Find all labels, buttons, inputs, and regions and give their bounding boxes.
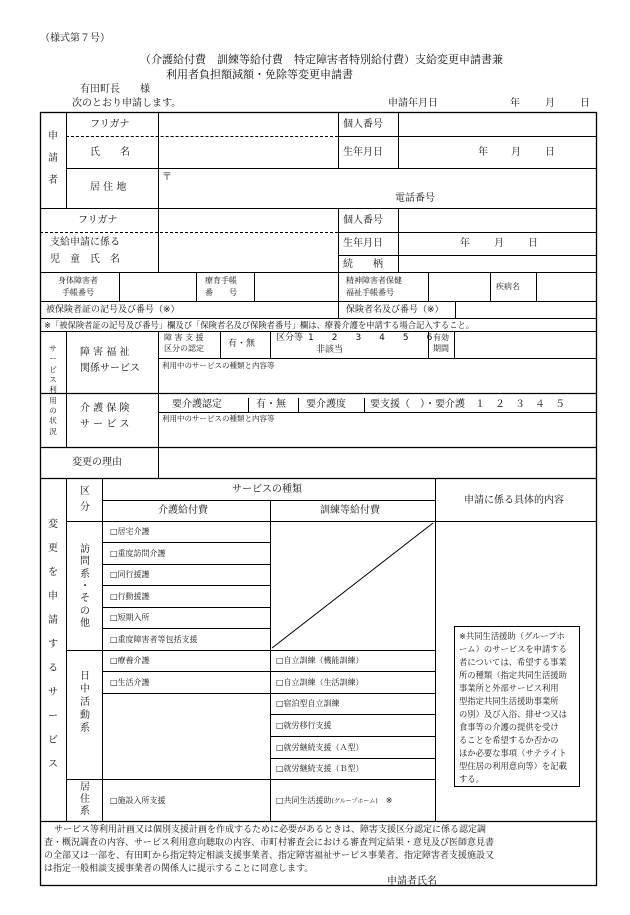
checkbox-life-care[interactable]: □生活介護: [110, 678, 150, 687]
child-name-label-1: 支給申請に係る: [50, 237, 120, 248]
applicant-address-field[interactable]: [175, 169, 595, 191]
child-relation-label: 続 柄: [343, 259, 383, 270]
applicant-birthdate-label: 生年月日: [343, 147, 383, 158]
form-title-line2: 利用者負担額減額・免除等変更申請書: [166, 68, 353, 81]
residential-category-label: 居 住 系: [80, 782, 90, 817]
valid-period-label-1: 有効: [433, 333, 449, 342]
checkbox-employment-b[interactable]: □就労継続支援（Ｂ型）: [276, 764, 364, 773]
care-insurance-label-1: 介 護 保 険: [80, 403, 130, 414]
applicant-furigana-label: フリガナ: [90, 119, 130, 130]
applicant-phone-label: 電話番号: [395, 193, 435, 204]
applicant-furigana-field[interactable]: [159, 113, 338, 136]
checkbox-short-stay[interactable]: □短期入所: [110, 613, 150, 622]
application-date-day: 日: [580, 98, 590, 109]
checkbox-facility-admission[interactable]: □施設入所支援: [110, 796, 166, 805]
note-line: の別）及び入浴、排せつ又は: [459, 709, 567, 719]
note-line: ることを希望するか否かの: [459, 735, 559, 745]
group-home-mark: ※: [385, 796, 393, 805]
checkbox-behavior-support[interactable]: □行動援護: [110, 592, 150, 601]
insurer-number-label: 保険者名及び番号（※）: [346, 305, 444, 315]
form-title-line1: （介護給付費 訓練等給付費 特定障害者特別給付費）支給変更申請書兼: [140, 53, 503, 66]
note-line: 型指定共同生活援助事業所: [459, 696, 559, 706]
checkbox-home-care[interactable]: □居宅介護: [110, 527, 150, 536]
signature-label: 申請者氏名: [387, 876, 437, 887]
applicant-name-field[interactable]: [159, 137, 338, 168]
care-benefits-header: 介護給付費: [158, 505, 208, 516]
support-cert-label-2: 区分の認定: [164, 344, 204, 353]
care-cert-label: 要介護認定: [172, 399, 222, 410]
support-cert-yes-no[interactable]: 有・無: [228, 339, 256, 349]
addressee: 有田町長 様: [80, 84, 150, 95]
child-mynumber-label: 個人番号: [343, 215, 383, 226]
physical-notebook-label-2: 手帳番号: [62, 288, 94, 297]
checkbox-employment-transition[interactable]: □就労移行支援: [276, 721, 332, 730]
child-name-field[interactable]: [159, 233, 338, 271]
group-home-note: [459, 630, 577, 786]
note-line: 型住居の利用意向等）を記載: [459, 761, 567, 771]
details-field[interactable]: [436, 522, 596, 622]
welfare-service-types: 利用中のサービスの種類と内容等: [162, 361, 275, 370]
mental-notebook-label-2: 福祉手帳番号: [346, 288, 394, 297]
note-line: ※共同生活援助（グループホ: [459, 631, 565, 641]
postal-mark: 〒: [162, 172, 172, 183]
care-insurance-label-2: サ ー ビ ス: [80, 419, 130, 430]
child-birth-year: 年: [460, 238, 470, 249]
care-level-options[interactable]: 要支援（ ）・要介護 １ ２ ３ ４ ５: [370, 399, 565, 410]
support-cert-label-1: 障 害 支 援: [164, 333, 204, 342]
grade-options[interactable]: 1 2 3 4 5 6: [308, 333, 433, 343]
service-types-header: サービスの種類: [232, 484, 302, 495]
applicant-side-label: 申 請 者: [48, 131, 58, 186]
note-line: する。: [459, 774, 484, 784]
signature-field[interactable]: [440, 874, 590, 884]
note-line: 者については、希望する事業: [459, 657, 567, 667]
note-line: ーム）のサービスを申請する: [459, 644, 567, 654]
group-home-small: (グループホーム): [331, 798, 378, 805]
consent-line: の全部又は一部を、有田町から指定特定相談支援事業者、指定障害福祉サービス事業者、指定障害者支援施設又: [44, 851, 495, 861]
rehab-notebook-label-2: 番 号: [205, 288, 237, 297]
day-activity-category-label: 日 中 活 動 系: [80, 671, 90, 734]
checkbox-accompany-support[interactable]: □同行援護: [110, 570, 150, 579]
checkbox-functional-training[interactable]: □自立訓練（機能訓練）: [276, 656, 364, 665]
applicant-birth-year: 年: [478, 147, 488, 158]
disease-label: 疾病名: [496, 282, 520, 291]
child-birth-day: 日: [528, 238, 538, 249]
checkbox-medical-care[interactable]: □療養介護: [110, 656, 150, 665]
child-birthdate-label: 生年月日: [343, 238, 383, 249]
application-date-month: 月: [545, 98, 555, 109]
care-service-types: 利用中のサービスの種類と内容等: [162, 414, 275, 423]
child-furigana-label: フリガナ: [78, 215, 118, 226]
application-date-label: 申請年月日: [388, 98, 438, 109]
consent-line: サービス等利用計画又は個別支援計画を作成するために必要があるときは、障害支援区分認定に係る認定調: [54, 825, 487, 835]
note-line: ほか必要な事項（サテライト: [459, 748, 567, 758]
details-header: 申請に係る具体的内容: [464, 495, 564, 506]
child-name-label-2: 児 童 氏 名: [50, 254, 120, 265]
insurance-note: ※「被保険者証の記号及び番号」欄及び「保険者名及び保険者番号」欄は、療養介護を申請する場合記入すること。: [44, 320, 475, 330]
insured-number-label: 被保険者証の記号及び番号（※）: [46, 305, 180, 315]
checkbox-severe-visit-care[interactable]: □重度訪問介護: [110, 549, 166, 558]
applicant-address-label: 居 住 地: [90, 182, 127, 193]
rehab-notebook-label-1: 療育手帳: [205, 276, 237, 285]
welfare-service-label-1: 障 害 福 祉: [80, 347, 130, 358]
change-reason-field[interactable]: [159, 448, 595, 477]
consent-text: [44, 824, 594, 876]
form-number: （様式第７号）: [40, 33, 110, 44]
change-reason-label: 変更の理由: [72, 457, 122, 468]
kubun-header: 区 分: [80, 486, 90, 513]
child-birth-month: 月: [494, 238, 504, 249]
checkbox-group-home[interactable]: [276, 797, 392, 805]
applicant-birth-day: 日: [545, 147, 555, 158]
physical-notebook-label-1: 身体障害者: [58, 276, 98, 285]
consent-line: 査・概況調査の内容、サービス利用意向聴取の内容、市町村審査会における審査判定結果・意見及び医師意見書: [44, 838, 495, 848]
service-usage-side-label: サ ー ビ ス 利 用 の 状 況: [49, 344, 57, 436]
checkbox-comprehensive-support[interactable]: □重度障害者等包括支援: [110, 635, 198, 644]
grade-label: 区分等: [276, 333, 304, 343]
applicant-mynumber-field[interactable]: [399, 113, 595, 136]
care-level-label: 要介護度: [306, 399, 346, 410]
note-line: 食事等の介護の提供を受け: [459, 722, 559, 732]
care-cert-yes-no[interactable]: 有・無: [256, 399, 286, 410]
note-line: 所の種類（指定共同生活援助: [459, 670, 567, 680]
checkbox-residential-training[interactable]: □宿泊型自立訓練: [276, 699, 340, 708]
training-benefits-header: 訓練等給付費: [320, 505, 380, 516]
intro-text: 次のとおり申請します。: [72, 98, 182, 109]
not-applicable-option[interactable]: 非該当: [316, 345, 344, 355]
checkbox-employment-a[interactable]: □就労継続支援（Ａ型）: [276, 743, 364, 752]
welfare-service-label-2: 関係サービス: [80, 363, 140, 374]
care-service-types-field[interactable]: [159, 425, 595, 446]
valid-period-label-2: 期間: [433, 344, 449, 353]
visit-category-label: 訪 問 系 ・ そ の 他: [80, 544, 90, 629]
welfare-service-types-field[interactable]: [159, 372, 595, 392]
applicant-mynumber-label: 個人番号: [343, 119, 383, 130]
checkbox-life-training[interactable]: □自立訓練（生活訓練）: [276, 678, 364, 687]
change-service-side-label: 変 更 を 申 請 す る サ ー ビ ス: [48, 519, 58, 770]
applicant-birth-month: 月: [511, 147, 521, 158]
note-line: 事業所と外部サービス利用: [459, 683, 559, 693]
consent-line: は指定一般相談支援事業者の関係人に提示することに同意します。: [44, 864, 314, 874]
application-date-year: 年: [510, 98, 520, 109]
applicant-name-label: 氏 名: [90, 147, 130, 158]
mental-notebook-label-1: 精神障害者保健: [346, 276, 402, 285]
group-home-label: □共同生活援助: [276, 796, 332, 805]
